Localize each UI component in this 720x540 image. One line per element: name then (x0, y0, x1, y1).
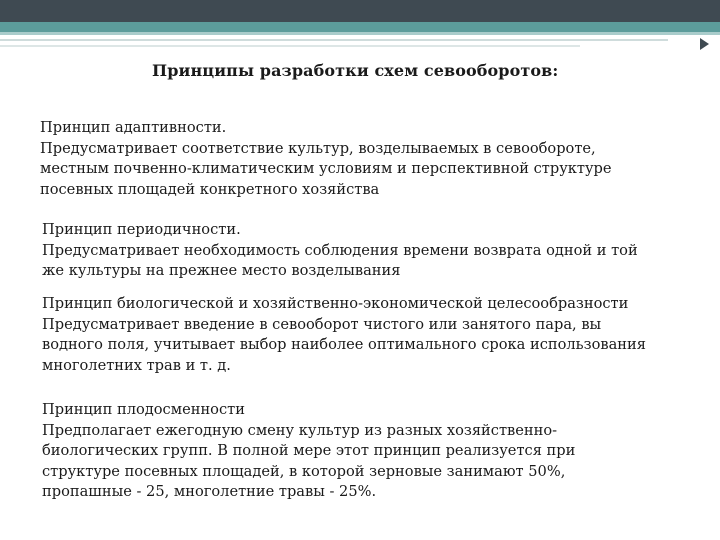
principle-text-line: многолетних трав и т. д. (42, 356, 231, 374)
principle-expediency (42, 294, 646, 376)
principle-heading: Принцип периодичности. (42, 221, 241, 238)
principle-text-line: Предполагает ежегодную смену культур из разных хозяйственно- (42, 421, 558, 439)
principle-adaptivity (40, 118, 612, 200)
principle-text-line: водного поля, учитывает выбор наиболее оптимального срока использования (42, 336, 646, 353)
principle-text-line: биологических групп. В полной мере этот принцип реализуется при (42, 442, 576, 459)
header-accent-thin-stripe (0, 32, 720, 35)
principle-periodicity (42, 220, 638, 282)
slide-title: Принципы разработки схем севооборотов: (152, 61, 559, 80)
principle-text-line: Предусматривает необходимость соблюдения времени возврата одной и той (42, 241, 638, 259)
header-bar (0, 0, 720, 22)
principle-text-line: Предусматривает соответствие культур, возделываемых в севообороте, (40, 139, 596, 157)
principle-text-line: Предусматривает введение в севооборот чистого или занятого пара, вы (42, 315, 602, 333)
header-accent-stripe (0, 22, 720, 32)
corner-arrow-icon (700, 38, 709, 50)
principle-text-line: пропашные - 25, многолетние травы - 25%. (42, 483, 377, 500)
principle-heading: Принцип биологической и хозяйственно-экономической целесообразности (42, 295, 629, 312)
principle-heading: Принцип плодосменности (42, 401, 245, 418)
decorative-line (0, 39, 668, 41)
principle-text-line: посевных площадей конкретного хозяйства (40, 180, 380, 198)
principle-heading: Принцип адаптивности. (40, 119, 227, 136)
principle-text-line: местным почвенно-климатическим условиям и перспективной структуре (40, 160, 612, 177)
decorative-line (0, 45, 580, 47)
principle-text-line: структуре посевных площадей, в которой зерновые занимают 50%, (42, 462, 566, 480)
principle-crop-alternation (42, 400, 575, 503)
principle-text-line: же культуры на прежнее место возделывания (42, 262, 401, 279)
